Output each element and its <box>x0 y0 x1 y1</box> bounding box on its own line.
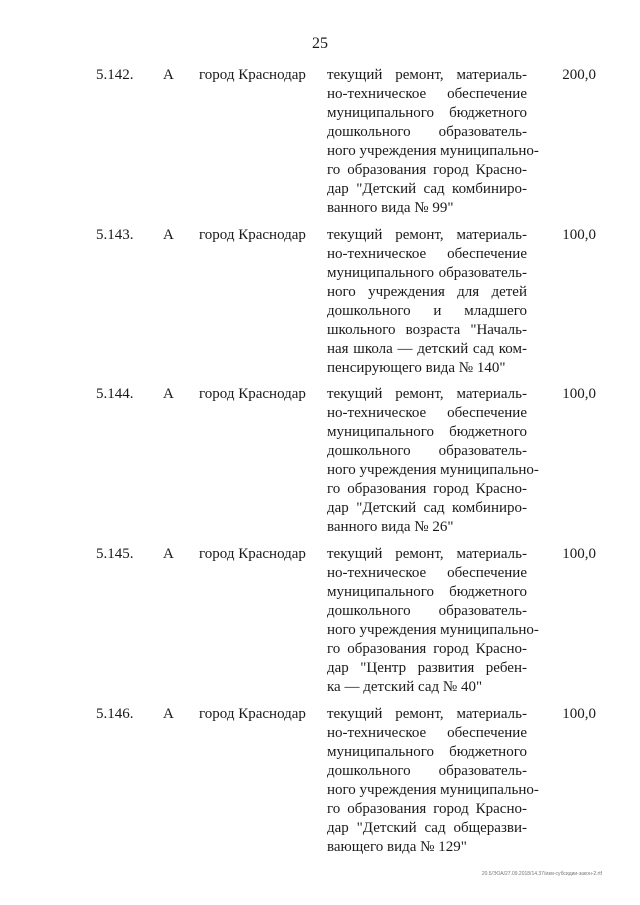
description-line: го образования город Красно- <box>327 162 527 178</box>
entry-city: город Краснодар <box>199 546 306 562</box>
description-line: ванного вида № 99" <box>327 200 454 216</box>
description-line: но-техническое обеспечение <box>327 86 527 102</box>
entry-city: город Краснодар <box>199 706 306 722</box>
entry-city: город Краснодар <box>199 67 306 83</box>
description-line: муниципального бюджетного <box>327 744 527 760</box>
description-line: но-техническое обеспечение <box>327 405 527 421</box>
entry-amount: 200,0 <box>562 67 596 83</box>
entry-number: 5.146. <box>96 706 134 722</box>
description-line: го образования город Красно- <box>327 641 527 657</box>
description-line: вающего вида № 129" <box>327 839 467 855</box>
entry-city: город Краснодар <box>199 227 306 243</box>
entry-amount: 100,0 <box>562 546 596 562</box>
entry-category: А <box>163 67 174 83</box>
entry-description <box>327 385 539 537</box>
description-line: текущий ремонт, материаль- <box>327 227 527 243</box>
entry-description <box>327 66 539 218</box>
entry-number: 5.142. <box>96 67 134 83</box>
entry-category: А <box>163 227 174 243</box>
entry-city: город Краснодар <box>199 386 306 402</box>
entries-table <box>0 66 640 865</box>
entry-amount: 100,0 <box>562 386 596 402</box>
description-line: дошкольного образователь- <box>327 603 527 619</box>
description-line: муниципального образователь- <box>327 265 527 281</box>
description-line: ная школа — детский сад ком- <box>327 341 527 357</box>
description-line: но-техническое обеспечение <box>327 725 527 741</box>
description-line: но-техническое обеспечение <box>327 246 527 262</box>
description-line: дар "Детский сад комбиниро- <box>327 181 527 197</box>
description-line: ного учреждения муниципально- <box>327 782 539 798</box>
entry-number: 5.145. <box>96 546 134 562</box>
description-line: школьного возраста "Началь- <box>327 322 527 338</box>
table-row <box>0 66 640 226</box>
description-line: пенсирующего вида № 140" <box>327 360 506 376</box>
description-line: ка — детский сад № 40" <box>327 679 483 695</box>
description-line: ванного вида № 26" <box>327 519 454 535</box>
description-line: текущий ремонт, материаль- <box>327 546 527 562</box>
file-path-footer: 20.5/ЭОА/27.09.2018/14.37/изм-субсидии-закон-2.rtf <box>481 871 602 877</box>
description-line: ного учреждения муниципально- <box>327 143 539 159</box>
entry-category: А <box>163 706 174 722</box>
description-line: но-техническое обеспечение <box>327 565 527 581</box>
description-line: дар "Детский сад общеразви- <box>327 820 527 836</box>
description-line: дошкольного и младшего <box>327 303 527 319</box>
table-row <box>0 545 640 705</box>
description-line: муниципального бюджетного <box>327 584 527 600</box>
entry-category: А <box>163 546 174 562</box>
entry-category: А <box>163 386 174 402</box>
description-line: ного учреждения для детей <box>327 284 527 300</box>
table-row <box>0 226 640 385</box>
description-line: дар "Детский сад комбиниро- <box>327 500 527 516</box>
table-row <box>0 705 640 865</box>
entry-description <box>327 545 539 697</box>
table-row <box>0 385 640 545</box>
description-line: текущий ремонт, материаль- <box>327 706 527 722</box>
description-line: дошкольного образователь- <box>327 124 527 140</box>
description-line: ного учреждения муниципально- <box>327 622 539 638</box>
entry-description <box>327 705 539 857</box>
description-line: муниципального бюджетного <box>327 105 527 121</box>
description-line: ного учреждения муниципально- <box>327 462 539 478</box>
entry-description <box>327 226 527 378</box>
description-line: муниципального бюджетного <box>327 424 527 440</box>
description-line: текущий ремонт, материаль- <box>327 67 527 83</box>
description-line: дошкольного образователь- <box>327 443 527 459</box>
entry-amount: 100,0 <box>562 706 596 722</box>
description-line: текущий ремонт, материаль- <box>327 386 527 402</box>
description-line: го образования город Красно- <box>327 481 527 497</box>
entry-amount: 100,0 <box>562 227 596 243</box>
entry-number: 5.143. <box>96 227 134 243</box>
description-line: дошкольного образователь- <box>327 763 527 779</box>
page-number: 25 <box>312 35 328 52</box>
entry-number: 5.144. <box>96 386 134 402</box>
description-line: дар "Центр развития ребен- <box>327 660 527 676</box>
description-line: го образования город Красно- <box>327 801 527 817</box>
